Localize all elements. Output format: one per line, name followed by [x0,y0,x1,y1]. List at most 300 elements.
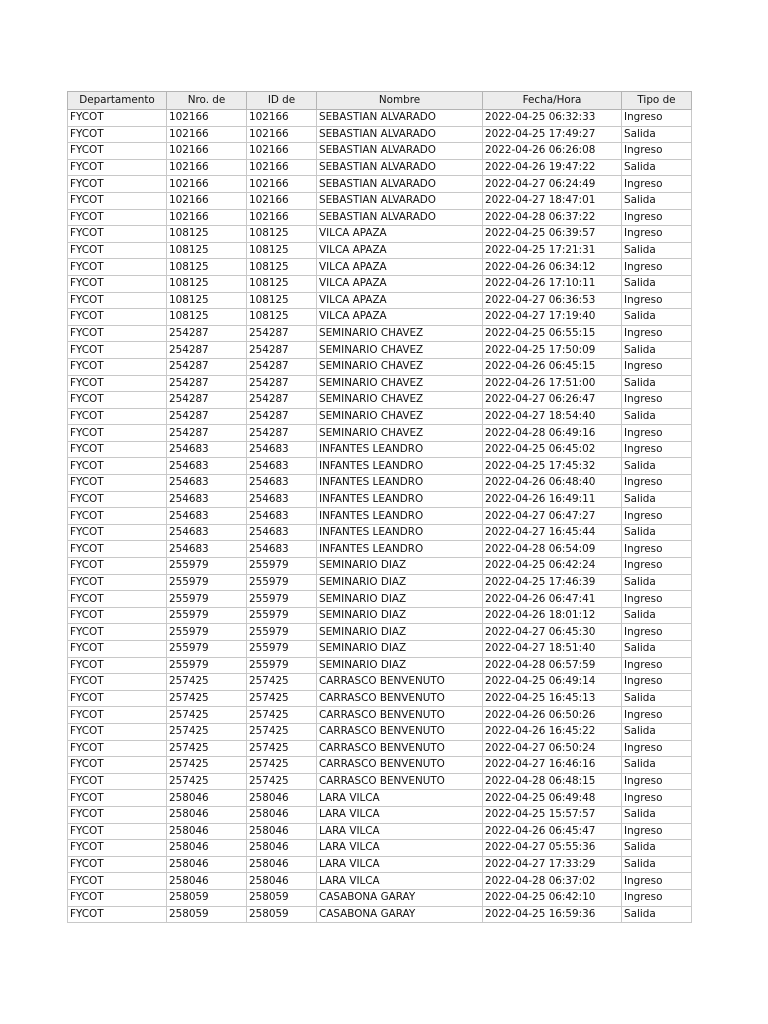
cell-departamento: FYCOT [68,325,167,342]
cell-departamento: FYCOT [68,558,167,575]
cell-id: 254287 [247,408,317,425]
cell-tipo: Salida [622,524,692,541]
table-row [68,690,692,707]
table-row [68,309,692,326]
cell-fecha-hora: 2022-04-26 06:45:47 [483,823,622,840]
table-row [68,641,692,658]
cell-id: 254683 [247,475,317,492]
cell-departamento: FYCOT [68,757,167,774]
table-row [68,624,692,641]
cell-fecha-hora: 2022-04-26 17:51:00 [483,375,622,392]
cell-id: 258046 [247,840,317,857]
table-row [68,806,692,823]
cell-departamento: FYCOT [68,740,167,757]
cell-nro: 108125 [167,259,247,276]
cell-nombre: SEMINARIO CHAVEZ [317,325,483,342]
table-row [68,408,692,425]
cell-departamento: FYCOT [68,441,167,458]
cell-nro: 258046 [167,856,247,873]
cell-fecha-hora: 2022-04-25 06:32:33 [483,110,622,127]
cell-id: 255979 [247,558,317,575]
cell-fecha-hora: 2022-04-25 17:45:32 [483,458,622,475]
table-row [68,259,692,276]
cell-fecha-hora: 2022-04-25 06:42:10 [483,889,622,906]
cell-tipo: Ingreso [622,740,692,757]
cell-nro: 257425 [167,674,247,691]
cell-tipo: Ingreso [622,259,692,276]
cell-departamento: FYCOT [68,624,167,641]
cell-id: 102166 [247,143,317,160]
table-row [68,740,692,757]
cell-departamento: FYCOT [68,607,167,624]
table-row [68,226,692,243]
table-row [68,491,692,508]
cell-fecha-hora: 2022-04-28 06:54:09 [483,541,622,558]
cell-tipo: Ingreso [622,591,692,608]
cell-nombre: SEBASTIAN ALVARADO [317,192,483,209]
cell-fecha-hora: 2022-04-26 16:49:11 [483,491,622,508]
cell-departamento: FYCOT [68,226,167,243]
cell-nombre: SEMINARIO CHAVEZ [317,375,483,392]
cell-departamento: FYCOT [68,126,167,143]
cell-fecha-hora: 2022-04-26 06:48:40 [483,475,622,492]
cell-nro: 108125 [167,309,247,326]
table-row [68,591,692,608]
header-id: ID de [247,92,317,110]
cell-tipo: Salida [622,806,692,823]
cell-nro: 108125 [167,275,247,292]
cell-id: 257425 [247,757,317,774]
cell-tipo: Ingreso [622,508,692,525]
cell-nro: 102166 [167,176,247,193]
cell-fecha-hora: 2022-04-26 06:45:15 [483,358,622,375]
cell-nro: 255979 [167,657,247,674]
cell-departamento: FYCOT [68,541,167,558]
cell-fecha-hora: 2022-04-27 16:46:16 [483,757,622,774]
cell-tipo: Ingreso [622,292,692,309]
table-row [68,475,692,492]
cell-fecha-hora: 2022-04-25 15:57:57 [483,806,622,823]
cell-nombre: SEMINARIO CHAVEZ [317,342,483,359]
cell-departamento: FYCOT [68,591,167,608]
cell-departamento: FYCOT [68,906,167,923]
cell-nombre: CASABONA GARAY [317,889,483,906]
cell-nombre: SEMINARIO CHAVEZ [317,358,483,375]
cell-id: 255979 [247,574,317,591]
table-row [68,375,692,392]
cell-nro: 255979 [167,641,247,658]
header-nombre: Nombre [317,92,483,110]
table-row [68,192,692,209]
cell-id: 254683 [247,458,317,475]
cell-tipo: Salida [622,690,692,707]
table-row [68,242,692,259]
cell-tipo: Ingreso [622,392,692,409]
table-row [68,126,692,143]
cell-nombre: CARRASCO BENVENUTO [317,773,483,790]
cell-departamento: FYCOT [68,475,167,492]
cell-nro: 254287 [167,358,247,375]
cell-nombre: CARRASCO BENVENUTO [317,690,483,707]
table-row [68,143,692,160]
table-row [68,889,692,906]
cell-nro: 255979 [167,591,247,608]
cell-departamento: FYCOT [68,641,167,658]
cell-id: 102166 [247,126,317,143]
cell-id: 257425 [247,707,317,724]
cell-nro: 257425 [167,740,247,757]
cell-tipo: Salida [622,242,692,259]
cell-id: 102166 [247,110,317,127]
table-row [68,342,692,359]
table-row [68,325,692,342]
cell-nombre: SEMINARIO DIAZ [317,591,483,608]
cell-nombre: LARA VILCA [317,873,483,890]
cell-nombre: INFANTES LEANDRO [317,524,483,541]
cell-tipo: Salida [622,458,692,475]
cell-tipo: Salida [622,641,692,658]
cell-tipo: Ingreso [622,226,692,243]
cell-fecha-hora: 2022-04-27 06:26:47 [483,392,622,409]
cell-fecha-hora: 2022-04-26 19:47:22 [483,159,622,176]
cell-id: 254683 [247,541,317,558]
cell-fecha-hora: 2022-04-27 18:47:01 [483,192,622,209]
cell-id: 254287 [247,392,317,409]
cell-nro: 254287 [167,425,247,442]
cell-id: 255979 [247,591,317,608]
cell-nro: 255979 [167,574,247,591]
cell-nro: 254683 [167,441,247,458]
cell-nombre: CARRASCO BENVENUTO [317,707,483,724]
cell-departamento: FYCOT [68,309,167,326]
cell-fecha-hora: 2022-04-26 06:47:41 [483,591,622,608]
cell-nombre: CARRASCO BENVENUTO [317,757,483,774]
cell-tipo: Ingreso [622,707,692,724]
cell-nombre: SEMINARIO DIAZ [317,558,483,575]
table-row [68,840,692,857]
cell-tipo: Salida [622,126,692,143]
cell-nro: 102166 [167,110,247,127]
cell-departamento: FYCOT [68,358,167,375]
cell-fecha-hora: 2022-04-27 05:55:36 [483,840,622,857]
cell-id: 108125 [247,292,317,309]
cell-id: 254683 [247,524,317,541]
cell-nombre: INFANTES LEANDRO [317,475,483,492]
cell-tipo: Salida [622,491,692,508]
cell-nombre: VILCA APAZA [317,275,483,292]
table-row [68,906,692,923]
cell-departamento: FYCOT [68,342,167,359]
cell-tipo: Ingreso [622,873,692,890]
cell-fecha-hora: 2022-04-25 17:50:09 [483,342,622,359]
cell-nro: 254683 [167,491,247,508]
table-row [68,657,692,674]
table-row [68,574,692,591]
cell-fecha-hora: 2022-04-25 06:49:48 [483,790,622,807]
cell-id: 255979 [247,657,317,674]
cell-fecha-hora: 2022-04-27 18:54:40 [483,408,622,425]
cell-nro: 108125 [167,226,247,243]
table-row [68,425,692,442]
cell-nro: 258046 [167,806,247,823]
cell-tipo: Ingreso [622,624,692,641]
cell-departamento: FYCOT [68,425,167,442]
cell-id: 258046 [247,873,317,890]
cell-nro: 258046 [167,790,247,807]
cell-departamento: FYCOT [68,110,167,127]
cell-departamento: FYCOT [68,458,167,475]
cell-id: 258046 [247,823,317,840]
cell-nombre: VILCA APAZA [317,292,483,309]
cell-fecha-hora: 2022-04-27 06:24:49 [483,176,622,193]
cell-fecha-hora: 2022-04-25 17:21:31 [483,242,622,259]
header-departamento: Departamento [68,92,167,110]
cell-fecha-hora: 2022-04-25 06:42:24 [483,558,622,575]
cell-nombre: SEMINARIO DIAZ [317,657,483,674]
cell-id: 102166 [247,159,317,176]
cell-nro: 257425 [167,690,247,707]
cell-fecha-hora: 2022-04-26 16:45:22 [483,723,622,740]
cell-tipo: Salida [622,275,692,292]
cell-departamento: FYCOT [68,408,167,425]
cell-tipo: Salida [622,408,692,425]
cell-departamento: FYCOT [68,159,167,176]
attendance-sheet [67,91,692,923]
cell-tipo: Ingreso [622,773,692,790]
cell-id: 254287 [247,325,317,342]
cell-id: 108125 [247,275,317,292]
cell-departamento: FYCOT [68,806,167,823]
cell-id: 254287 [247,375,317,392]
cell-nro: 108125 [167,292,247,309]
cell-id: 258046 [247,806,317,823]
cell-nro: 255979 [167,624,247,641]
cell-tipo: Salida [622,192,692,209]
cell-departamento: FYCOT [68,259,167,276]
header-fecha-hora: Fecha/Hora [483,92,622,110]
cell-tipo: Salida [622,309,692,326]
cell-nombre: LARA VILCA [317,806,483,823]
cell-id: 258046 [247,790,317,807]
cell-nro: 258046 [167,823,247,840]
cell-nro: 257425 [167,723,247,740]
cell-departamento: FYCOT [68,209,167,226]
table-row [68,524,692,541]
cell-nombre: CASABONA GARAY [317,906,483,923]
table-row [68,541,692,558]
table-row [68,209,692,226]
cell-tipo: Salida [622,757,692,774]
cell-departamento: FYCOT [68,508,167,525]
cell-id: 255979 [247,641,317,658]
table-row [68,723,692,740]
cell-departamento: FYCOT [68,840,167,857]
cell-fecha-hora: 2022-04-27 06:36:53 [483,292,622,309]
cell-nombre: INFANTES LEANDRO [317,508,483,525]
table-row [68,873,692,890]
cell-nombre: SEBASTIAN ALVARADO [317,143,483,160]
cell-fecha-hora: 2022-04-27 18:51:40 [483,641,622,658]
cell-nombre: SEBASTIAN ALVARADO [317,126,483,143]
cell-nro: 102166 [167,159,247,176]
cell-id: 254683 [247,491,317,508]
cell-nombre: LARA VILCA [317,840,483,857]
cell-nombre: LARA VILCA [317,823,483,840]
cell-tipo: Ingreso [622,541,692,558]
cell-nro: 254683 [167,475,247,492]
cell-tipo: Ingreso [622,325,692,342]
cell-nombre: SEMINARIO CHAVEZ [317,392,483,409]
cell-id: 258059 [247,906,317,923]
cell-nro: 254287 [167,408,247,425]
cell-tipo: Ingreso [622,176,692,193]
cell-fecha-hora: 2022-04-27 17:19:40 [483,309,622,326]
cell-nro: 258059 [167,906,247,923]
cell-fecha-hora: 2022-04-26 06:50:26 [483,707,622,724]
cell-tipo: Ingreso [622,143,692,160]
cell-id: 254683 [247,508,317,525]
table-row [68,607,692,624]
cell-tipo: Ingreso [622,823,692,840]
cell-nro: 258059 [167,889,247,906]
cell-fecha-hora: 2022-04-25 06:55:15 [483,325,622,342]
cell-nro: 102166 [167,143,247,160]
cell-departamento: FYCOT [68,790,167,807]
table-row [68,707,692,724]
cell-nombre: VILCA APAZA [317,259,483,276]
cell-tipo: Ingreso [622,425,692,442]
cell-departamento: FYCOT [68,574,167,591]
cell-nombre: SEMINARIO CHAVEZ [317,408,483,425]
table-body [68,110,692,923]
cell-nombre: SEMINARIO DIAZ [317,641,483,658]
table-header [68,92,692,110]
cell-fecha-hora: 2022-04-28 06:49:16 [483,425,622,442]
cell-fecha-hora: 2022-04-26 17:10:11 [483,275,622,292]
cell-departamento: FYCOT [68,192,167,209]
cell-departamento: FYCOT [68,823,167,840]
cell-departamento: FYCOT [68,143,167,160]
cell-nro: 257425 [167,707,247,724]
cell-id: 108125 [247,226,317,243]
table-row [68,773,692,790]
cell-fecha-hora: 2022-04-28 06:48:15 [483,773,622,790]
cell-nombre: SEMINARIO DIAZ [317,624,483,641]
cell-nro: 254287 [167,325,247,342]
cell-tipo: Ingreso [622,441,692,458]
cell-id: 254287 [247,342,317,359]
cell-nombre: SEMINARIO CHAVEZ [317,425,483,442]
cell-tipo: Ingreso [622,657,692,674]
header-row [68,92,692,110]
cell-id: 108125 [247,259,317,276]
table-row [68,441,692,458]
header-tipo: Tipo de [622,92,692,110]
cell-nombre: CARRASCO BENVENUTO [317,740,483,757]
cell-nro: 258046 [167,873,247,890]
cell-nro: 108125 [167,242,247,259]
cell-departamento: FYCOT [68,690,167,707]
cell-tipo: Ingreso [622,674,692,691]
cell-id: 258046 [247,856,317,873]
table-row [68,757,692,774]
cell-departamento: FYCOT [68,392,167,409]
cell-departamento: FYCOT [68,674,167,691]
cell-tipo: Ingreso [622,209,692,226]
table-row [68,159,692,176]
cell-id: 108125 [247,242,317,259]
cell-id: 257425 [247,674,317,691]
cell-nombre: VILCA APAZA [317,309,483,326]
cell-nro: 254287 [167,342,247,359]
cell-nombre: CARRASCO BENVENUTO [317,723,483,740]
cell-id: 255979 [247,624,317,641]
cell-nombre: SEBASTIAN ALVARADO [317,110,483,127]
cell-departamento: FYCOT [68,723,167,740]
cell-fecha-hora: 2022-04-26 18:01:12 [483,607,622,624]
cell-tipo: Salida [622,906,692,923]
cell-id: 255979 [247,607,317,624]
table-row [68,176,692,193]
cell-nombre: INFANTES LEANDRO [317,541,483,558]
table-row [68,823,692,840]
cell-id: 257425 [247,690,317,707]
cell-id: 257425 [247,723,317,740]
cell-nombre: SEBASTIAN ALVARADO [317,159,483,176]
cell-departamento: FYCOT [68,856,167,873]
table-row [68,392,692,409]
cell-tipo: Salida [622,342,692,359]
cell-nro: 257425 [167,773,247,790]
table-row [68,790,692,807]
cell-nombre: INFANTES LEANDRO [317,458,483,475]
cell-departamento: FYCOT [68,491,167,508]
table-row [68,275,692,292]
cell-nro: 102166 [167,209,247,226]
cell-tipo: Salida [622,375,692,392]
cell-departamento: FYCOT [68,242,167,259]
cell-departamento: FYCOT [68,275,167,292]
cell-tipo: Salida [622,856,692,873]
cell-nro: 254287 [167,392,247,409]
table-row [68,358,692,375]
table-row [68,856,692,873]
cell-tipo: Ingreso [622,790,692,807]
cell-nro: 258046 [167,840,247,857]
cell-fecha-hora: 2022-04-28 06:37:02 [483,873,622,890]
cell-fecha-hora: 2022-04-26 06:26:08 [483,143,622,160]
cell-departamento: FYCOT [68,375,167,392]
cell-nro: 102166 [167,126,247,143]
cell-nro: 254683 [167,541,247,558]
cell-nombre: LARA VILCA [317,856,483,873]
cell-nro: 254287 [167,375,247,392]
cell-fecha-hora: 2022-04-25 06:45:02 [483,441,622,458]
cell-nombre: VILCA APAZA [317,242,483,259]
cell-id: 258059 [247,889,317,906]
cell-tipo: Ingreso [622,558,692,575]
cell-tipo: Salida [622,840,692,857]
cell-id: 102166 [247,192,317,209]
table-row [68,508,692,525]
cell-departamento: FYCOT [68,873,167,890]
attendance-table [67,91,692,923]
cell-id: 108125 [247,309,317,326]
cell-fecha-hora: 2022-04-28 06:57:59 [483,657,622,674]
cell-tipo: Ingreso [622,358,692,375]
cell-nro: 255979 [167,607,247,624]
cell-fecha-hora: 2022-04-25 17:46:39 [483,574,622,591]
